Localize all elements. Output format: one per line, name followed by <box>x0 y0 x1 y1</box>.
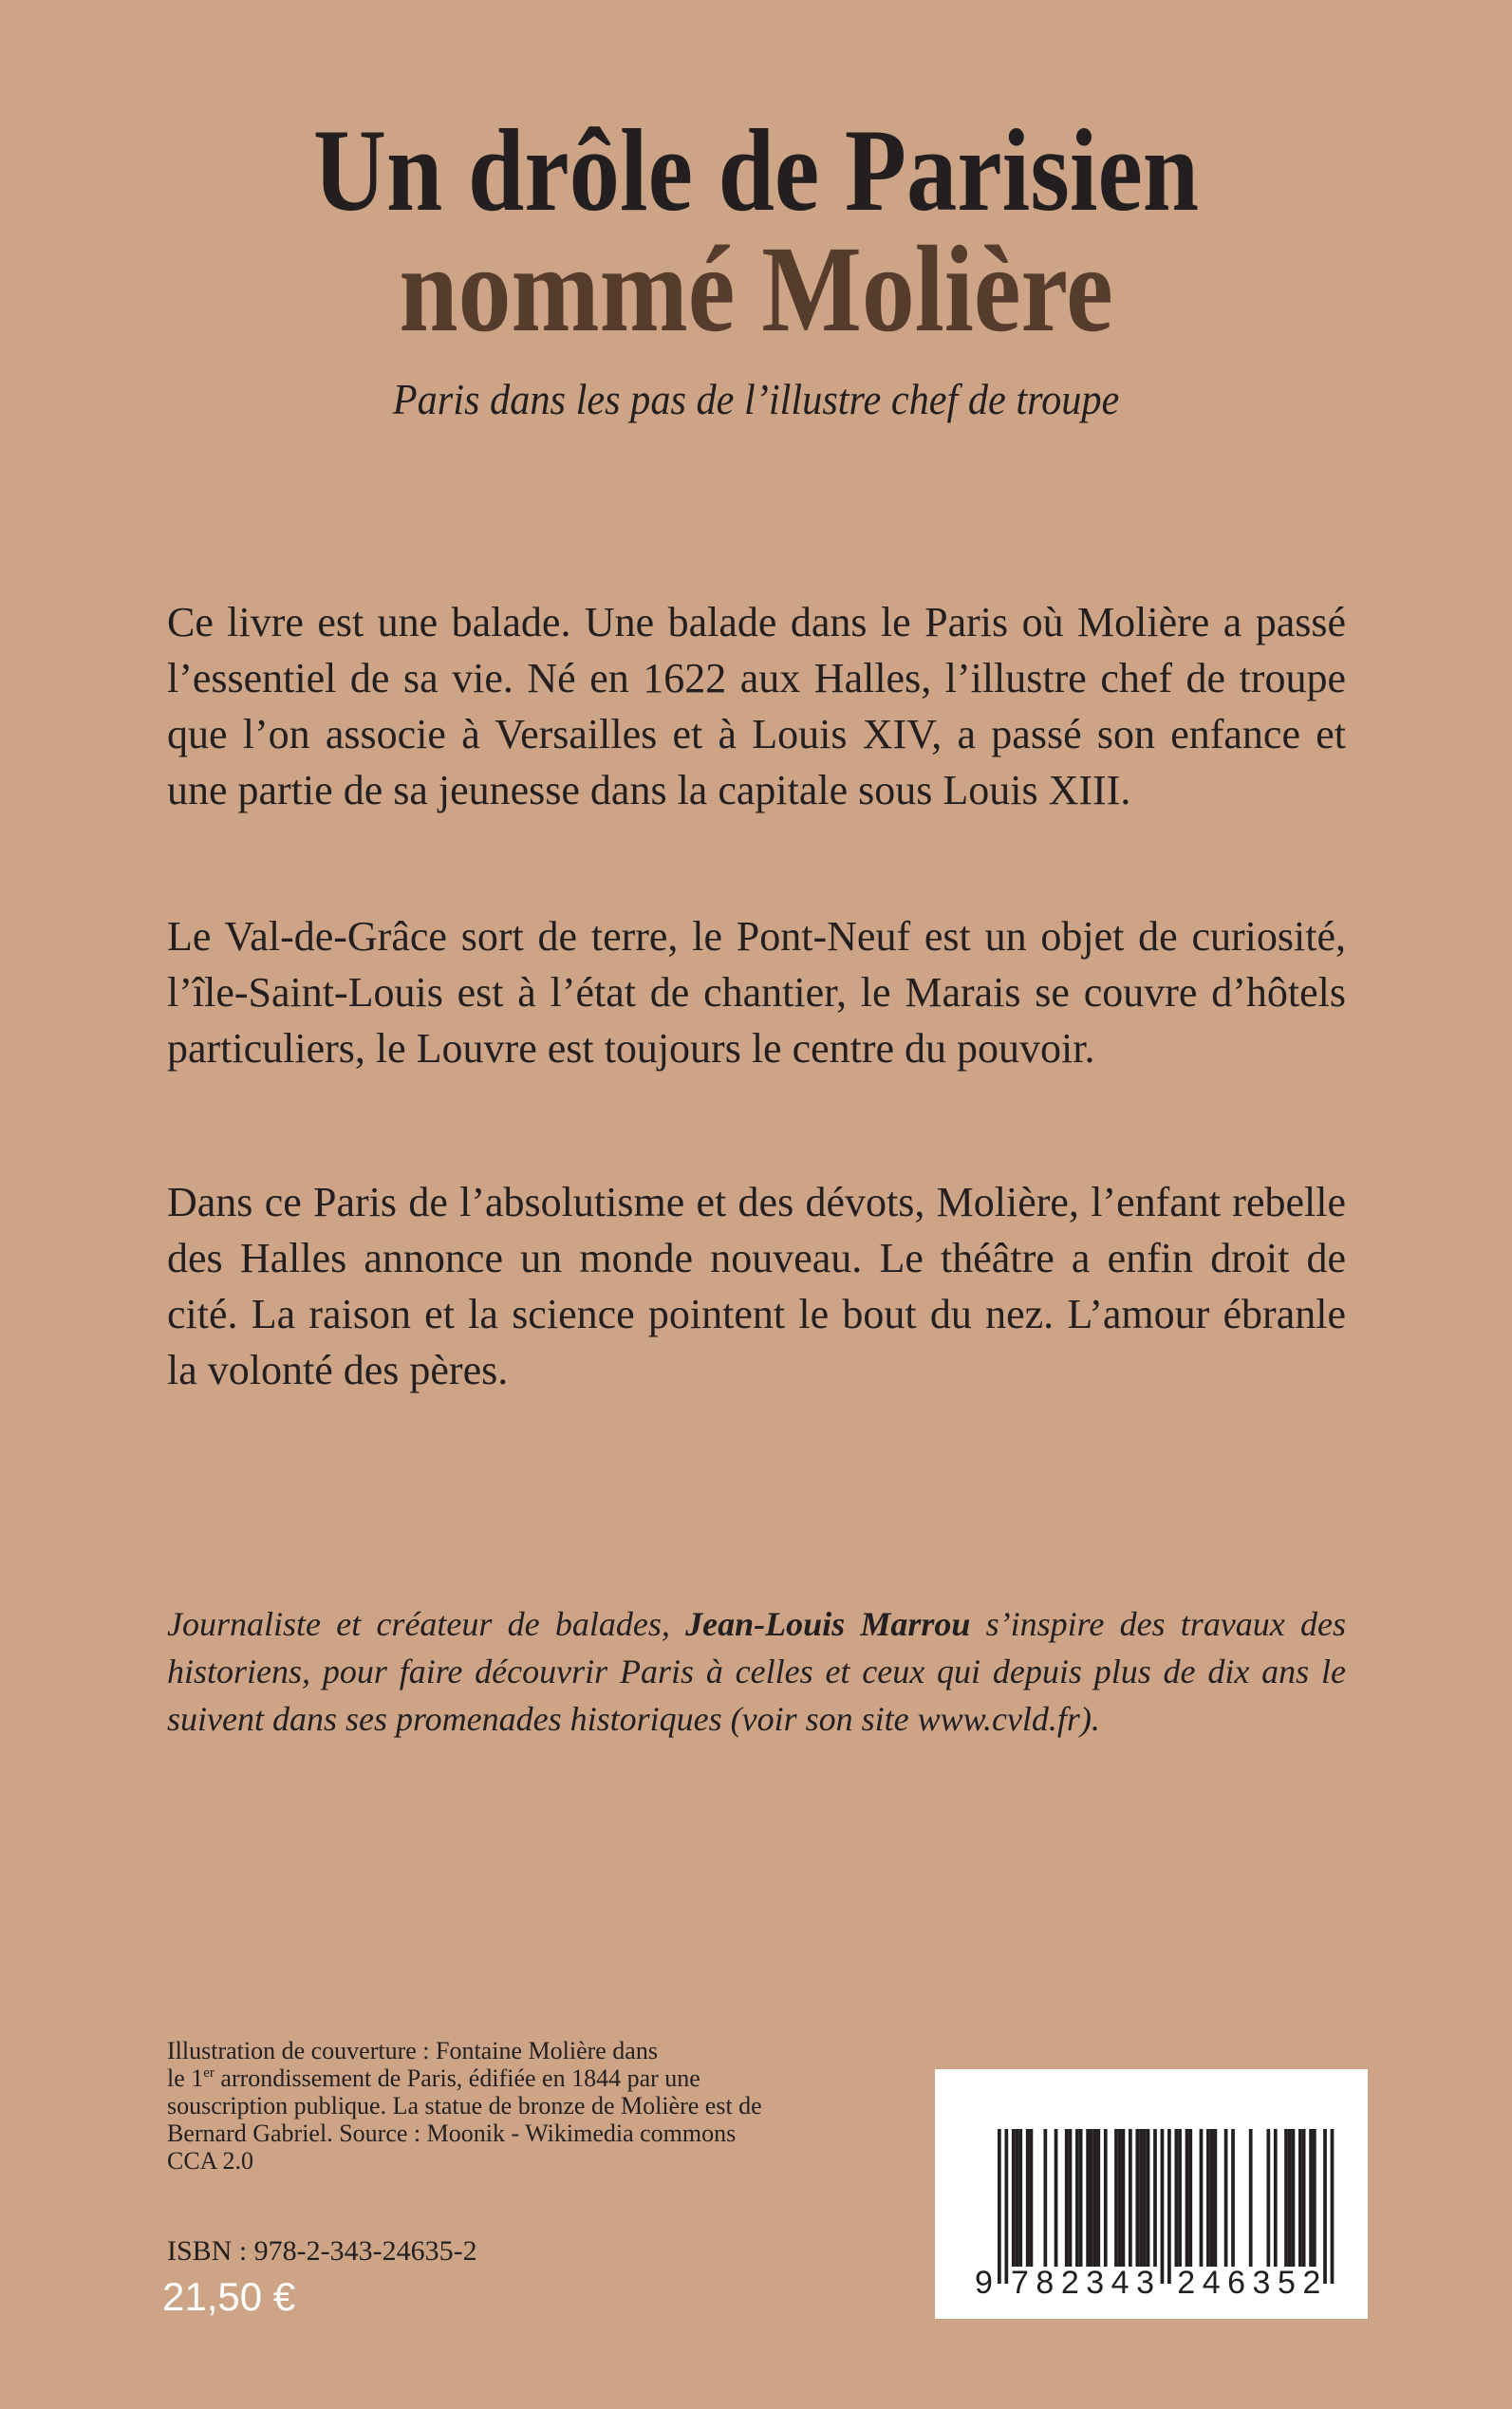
blurb-paragraph-2 <box>167 908 1346 1106</box>
author-name: Jean-Louis Marrou <box>685 1605 971 1643</box>
blurb-paragraph-3 <box>167 1174 1346 1428</box>
credits-line-1: Illustration de couverture : Fontaine Molière dans <box>167 2037 658 2064</box>
credits-line-2-prefix: le 1 <box>167 2064 204 2092</box>
price-label: 21,50 € <box>162 2274 296 2319</box>
credits-line-3: souscription publique. La statue de bronze de Molière est de <box>167 2092 762 2120</box>
blurb-paragraph-1 <box>167 594 1346 848</box>
isbn-label: ISBN : 978-2-343-24635-2 <box>167 2235 477 2267</box>
credits-line-5: CCA 2.0 <box>167 2147 254 2175</box>
svg-text:246352: 246352 <box>1177 2265 1321 2301</box>
blurb-paragraph-3-text: Dans ce Paris de l’absolutisme et des dévots, Molière, l’enfant rebelle des Halles annonce un monde nouveau. Le théâtre a enfin droit de cité. La raison et la science pointent le bout du nez. L’amour ébranle la volonté des pères. <box>167 1179 1346 1393</box>
book-title-line1: Un drôle de Parisien <box>313 105 1200 235</box>
credits-line-4: Bernard Gabriel. Source : Moonik - Wikimedia commons <box>167 2120 737 2147</box>
barcode-bars-icon <box>935 2069 1368 2319</box>
author-bio <box>167 1600 1346 1743</box>
svg-text:9: 9 <box>975 2265 993 2301</box>
author-bio-rest: s’inspire des travaux des historiens, pour faire découvrir Paris à celles et ceux qui depuis plus de dix ans le suivent dans ses promenades historiques (voir son site www.cvld.fr). <box>167 1605 1347 1738</box>
isbn-barcode <box>935 2069 1368 2319</box>
blurb-paragraph-2-text: Le Val-de-Grâce sort de terre, le Pont-Neuf est un objet de curiosité, l’île-Saint-Louis est à l’état de chantier, le Marais se couvre d’hôtels particuliers, le Louvre est toujours le centre du pouvoir. <box>167 913 1346 1072</box>
credits-line-2 <box>167 2064 888 2092</box>
author-bio-intro: Journaliste et créateur de balades, <box>167 1605 686 1643</box>
blurb-paragraph-1-text: Ce livre est une balade. Une balade dans le Paris où Molière a passé l’essentiel de sa vie. Né en 1622 aux Halles, l’illustre chef de troupe que l’on associe à Versailles et à Louis XIV, a passé son enfance et une partie de sa jeunesse dans la capitale sous Louis XIII. <box>167 599 1346 813</box>
svg-text:782343: 782343 <box>1011 2265 1154 2301</box>
credits-line-2-suffix: arrondissement de Paris, édifiée en 1844 par une <box>214 2064 700 2092</box>
book-subtitle: Paris dans les pas de l’illustre chef de troupe <box>392 375 1120 423</box>
cover-illustration-credits <box>167 2037 888 2175</box>
book-title-line2: nommé Molière <box>399 221 1113 358</box>
credits-ordinal-superscript: er <box>203 2065 215 2081</box>
